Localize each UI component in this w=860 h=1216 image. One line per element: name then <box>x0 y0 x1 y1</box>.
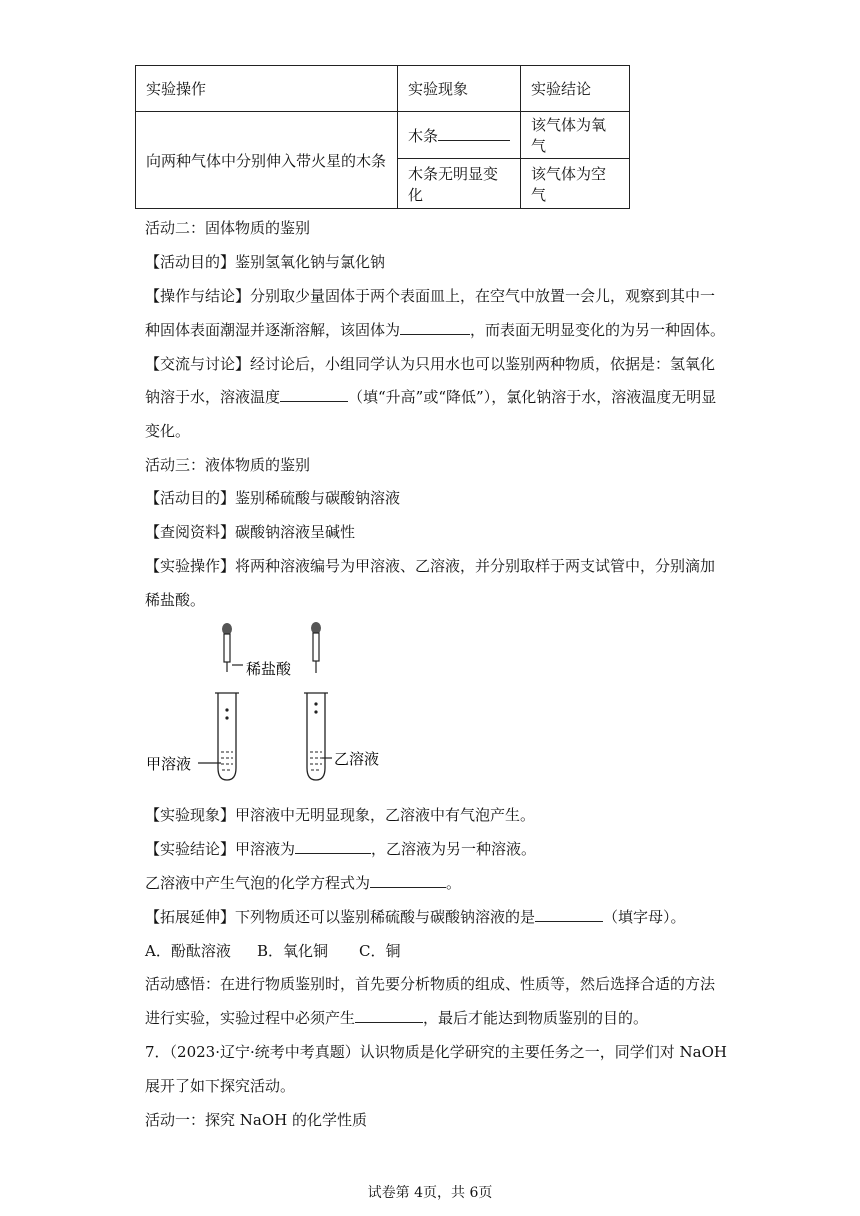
header-operation: 实验操作 <box>136 66 398 112</box>
activity3-options <box>145 941 725 961</box>
cell-operation: 向两种气体中分别伸入带火星的木条 <box>136 112 398 209</box>
activity2-goal: 【活动目的】鉴别氢氧化钠与氯化钠 <box>145 253 386 271</box>
activity2-operation-line1: 【操作与结论】分别取少量固体于两个表面皿上，在空气中放置一会儿，观察到其中一 <box>145 287 716 305</box>
cell-phenomenon-1: 木条 <box>398 112 521 159</box>
dropper-left-icon <box>222 623 232 672</box>
question7-activity1: 活动一：探究 NaOH 的化学性质 <box>145 1111 367 1129</box>
figure-label-acid: 稀盐酸 <box>246 660 292 678</box>
test-tube-figure <box>140 618 390 788</box>
page-footer: 试卷第 4页，共 6页 <box>367 1185 493 1201</box>
experiment-table <box>135 65 630 209</box>
answer-blank[interactable] <box>438 126 510 141</box>
activity2-discussion-line3: 变化。 <box>145 422 191 440</box>
option-c: C．铜 <box>359 942 401 960</box>
answer-blank[interactable] <box>535 907 603 922</box>
header-conclusion: 实验结论 <box>521 66 630 112</box>
cell-conclusion-1: 该气体为氧气 <box>521 112 630 159</box>
activity3-equation: 乙溶液中产生气泡的化学方程式为 。 <box>145 874 462 892</box>
activity3-reference: 【查阅资料】碳酸钠溶液呈碱性 <box>145 523 356 541</box>
activity2-discussion-line1: 【交流与讨论】经讨论后，小组同学认为只用水也可以鉴别两种物质，依据是：氢氧化 <box>145 355 716 373</box>
question7-line1: 7．（2023·辽宁·统考中考真题）认识物质是化学研究的主要任务之一，同学们对 NaOH <box>145 1043 727 1061</box>
activity3-operation-line2: 稀盐酸。 <box>145 591 206 609</box>
option-b: B．氧化铜 <box>257 942 329 960</box>
activity2-discussion-line2: 钠溶于水，溶液温度 （填“升高”或“降低”），氯化钠溶于水，溶液温度无明显 <box>145 388 717 406</box>
activity3-phenomenon: 【实验现象】甲溶液中无明显现象，乙溶液中有气泡产生。 <box>145 806 536 824</box>
insight-line1: 活动感悟：在进行物质鉴别时，首先要分析物质的组成、性质等，然后选择合适的方法 <box>145 975 716 993</box>
answer-blank[interactable] <box>370 873 446 888</box>
test-tube-left-icon <box>215 693 239 780</box>
answer-blank[interactable] <box>355 1008 423 1023</box>
activity3-conclusion: 【实验结论】甲溶液为 ，乙溶液为另一种溶液。 <box>145 840 537 858</box>
activity3-operation-line1: 【实验操作】将两种溶液编号为甲溶液、乙溶液，并分别取样于两支试管中，分别滴加 <box>145 557 716 575</box>
header-phenomenon: 实验现象 <box>398 66 521 112</box>
option-a: A．酚酞溶液 <box>145 942 231 960</box>
answer-blank[interactable] <box>280 387 348 402</box>
activity2-title: 活动二：固体物质的鉴别 <box>145 219 311 237</box>
figure-label-a: 甲溶液 <box>146 755 192 773</box>
question7-line2: 展开了如下探究活动。 <box>145 1077 296 1095</box>
cell-phenomenon-2: 木条无明显变化 <box>398 159 521 209</box>
activity2-operation-line2: 种固体表面潮湿并逐渐溶解，该固体为 ，而表面无明显变化的为另一种固体。 <box>145 321 726 339</box>
figure-label-b: 乙溶液 <box>334 750 380 768</box>
activity3-extension: 【拓展延伸】下列物质还可以鉴别稀硫酸与碳酸钠溶液的是 （填字母）。 <box>145 908 686 926</box>
dropper-right-icon <box>311 622 321 673</box>
answer-blank[interactable] <box>295 839 371 854</box>
cell-conclusion-2: 该气体为空气 <box>521 159 630 209</box>
activity3-title: 活动三：液体物质的鉴别 <box>145 456 311 474</box>
activity3-goal: 【活动目的】鉴别稀硫酸与碳酸钠溶液 <box>145 489 401 507</box>
test-tube-right-icon <box>304 693 328 780</box>
answer-blank[interactable] <box>400 320 470 335</box>
insight-line2: 进行实验，实验过程中必须产生 ，最后才能达到物质鉴别的目的。 <box>145 1009 649 1027</box>
